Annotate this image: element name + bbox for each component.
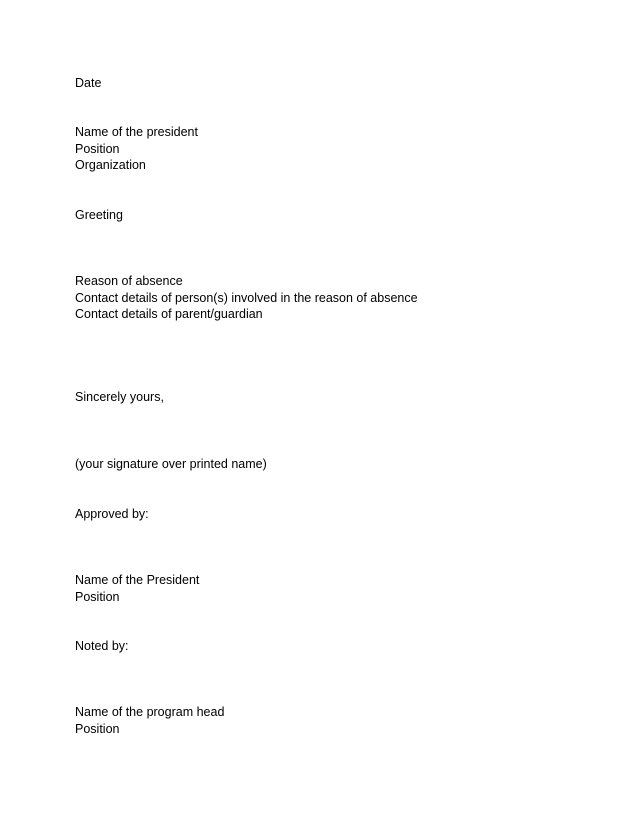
closing: Sincerely yours, xyxy=(75,390,164,404)
noted-by-label: Noted by: xyxy=(75,639,129,653)
program-head-name: Name of the program head xyxy=(75,705,225,719)
date-line: Date xyxy=(75,76,102,90)
recipient-organization: Organization xyxy=(75,158,146,172)
recipient-position: Position xyxy=(75,142,120,156)
signature-line: (your signature over printed name) xyxy=(75,457,267,471)
reason-of-absence: Reason of absence xyxy=(75,274,183,288)
approver-name: Name of the President xyxy=(75,573,200,587)
contact-details-involved: Contact details of person(s) involved in the reason of absence xyxy=(75,291,418,305)
approver-position: Position xyxy=(75,590,120,604)
recipient-name: Name of the president xyxy=(75,125,198,139)
program-head-position: Position xyxy=(75,722,120,736)
contact-details-guardian: Contact details of parent/guardian xyxy=(75,307,263,321)
approved-by-label: Approved by: xyxy=(75,507,149,521)
greeting: Greeting xyxy=(75,208,123,222)
